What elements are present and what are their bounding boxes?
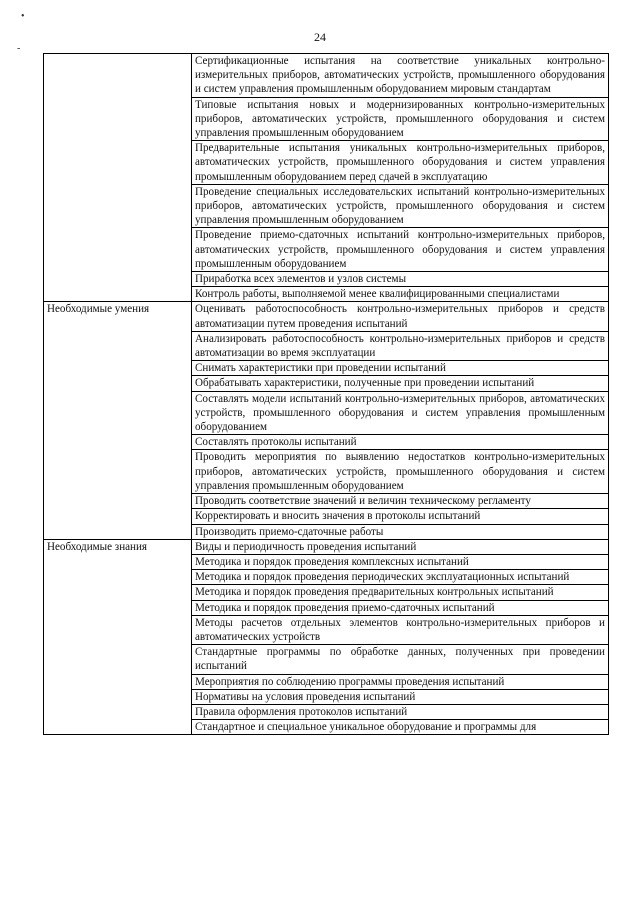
- table-cell: Методика и порядок проведения приемо-сдаточных испытаний: [192, 600, 609, 615]
- table-cell: Стандартное и специальное уникальное оборудование и программы для: [192, 720, 609, 735]
- table-row: [44, 302, 609, 331]
- table-row: [44, 539, 609, 554]
- table-cell: Сертификационные испытания на соответствие уникальных контрольно-измерительных приборов, автоматических устройств, промышленного оборудования и систем управления промышленным оборудованием мировым стандартам: [192, 54, 609, 98]
- table-cell: Анализировать работоспособность контрольно-измерительных приборов и средств автоматизации во время эксплуатации: [192, 331, 609, 360]
- table-cell: Предварительные испытания уникальных контрольно-измерительных приборов, автоматических устройств, промышленного оборудования и систем управления промышленным оборудованием перед сдачей в эксплуатацию: [192, 141, 609, 185]
- section-label: Необходимые знания: [44, 539, 192, 735]
- table-cell: Снимать характеристики при проведении испытаний: [192, 361, 609, 376]
- table-cell: Проведение приемо-сдаточных испытаний контрольно-измерительных приборов, автоматических устройств, промышленного оборудования и систем управления промышленным оборудованием: [192, 228, 609, 272]
- table-cell: Составлять модели испытаний контрольно-измерительных приборов, автоматических устройств, промышленного оборудования и систем управления промышленным оборудованием: [192, 391, 609, 435]
- table-cell: Методика и порядок проведения предварительных контрольных испытаний: [192, 585, 609, 600]
- competency-table-body: [44, 54, 609, 735]
- table-cell: Методика и порядок проведения периодических эксплуатационных испытаний: [192, 570, 609, 585]
- table-cell: Оценивать работоспособность контрольно-измерительных приборов и средств автоматизации путем проведения испытаний: [192, 302, 609, 331]
- table-cell: Мероприятия по соблюдению программы проведения испытаний: [192, 674, 609, 689]
- table-cell: Нормативы на условия проведения испытаний: [192, 689, 609, 704]
- scan-mark: -: [17, 43, 21, 54]
- section-label: Необходимые умения: [44, 302, 192, 539]
- table-cell: Типовые испытания новых и модернизированных контрольно-измерительных приборов, автоматических устройств, промышленного оборудования и систем управления промышленным оборудованием: [192, 97, 609, 141]
- table-cell: Проводить соответствие значений и величин техническому регламенту: [192, 494, 609, 509]
- table-cell: Виды и периодичность проведения испытаний: [192, 539, 609, 554]
- table-cell: Методика и порядок проведения комплексных испытаний: [192, 554, 609, 569]
- page-number: 24: [314, 30, 326, 44]
- competency-table: [43, 53, 609, 735]
- table-cell: Контроль работы, выполняемой менее квалифицированными специалистами: [192, 287, 609, 302]
- table-cell: Методы расчетов отдельных элементов контрольно-измерительных приборов и автоматических устройств: [192, 615, 609, 644]
- table-cell: Обрабатывать характеристики, полученные при проведении испытаний: [192, 376, 609, 391]
- table-cell: Производить приемо-сдаточные работы: [192, 524, 609, 539]
- table-cell: Проведение специальных исследовательских испытаний контрольно-измерительных приборов, автоматических устройств, промышленного оборудования и систем управления промышленным оборудованием: [192, 184, 609, 228]
- table-cell: Проводить мероприятия по выявлению недостатков контрольно-измерительных приборов, автоматических устройств, промышленного оборудования и систем управления промышленным оборудованием: [192, 450, 609, 494]
- table-cell: Правила оформления протоколов испытаний: [192, 704, 609, 719]
- table-cell: Приработка всех элементов и узлов системы: [192, 272, 609, 287]
- table-row: [44, 54, 609, 98]
- section-label-empty: [44, 54, 192, 302]
- table-cell: Стандартные программы по обработке данных, полученных при проведении испытаний: [192, 645, 609, 674]
- scan-mark: •: [21, 11, 25, 22]
- table-cell: Составлять протоколы испытаний: [192, 435, 609, 450]
- table-cell: Корректировать и вносить значения в протоколы испытаний: [192, 509, 609, 524]
